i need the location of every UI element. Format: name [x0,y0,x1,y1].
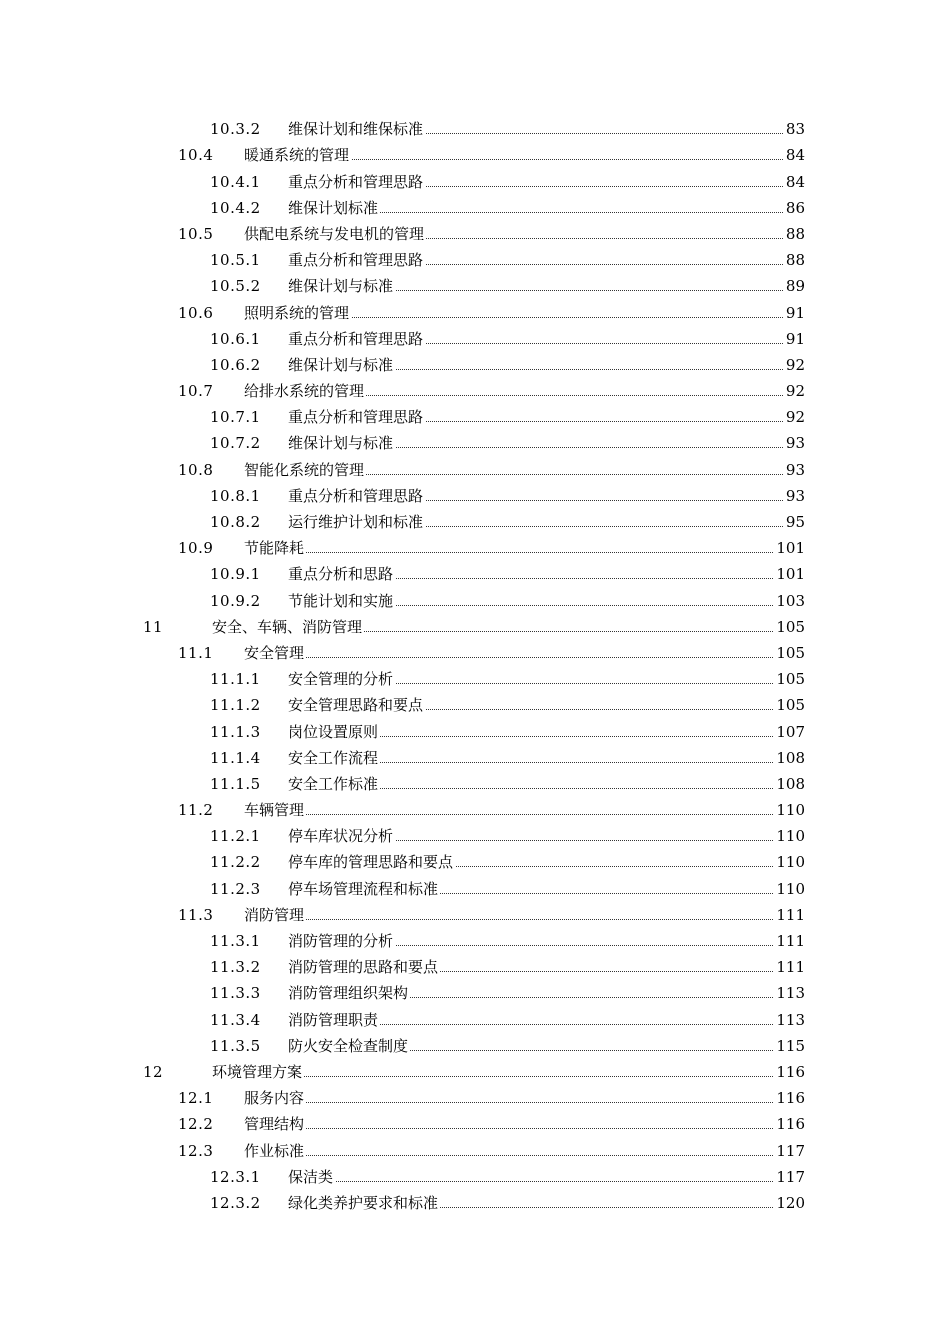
toc-entry[interactable] [0,505,950,531]
toc-entry-title[interactable]: 供配电系统与发电机的管理 [244,224,425,243]
toc-entry-page-number: 91 [785,303,805,322]
toc-entry-title[interactable]: 重点分析和管理思路 [288,172,424,191]
toc-entry[interactable] [0,1029,950,1055]
toc-entry-number: 11.2.2 [210,853,261,872]
toc-entry[interactable] [0,531,950,557]
toc-entry-page-number: 86 [785,198,805,217]
toc-entry-title[interactable]: 维保计划标准 [288,198,379,217]
toc-entry[interactable] [0,714,950,740]
toc-entry-number: 11.3.2 [210,958,261,977]
toc-entry-number: 10.6 [178,303,214,322]
toc-entry-page-number: 110 [776,801,805,820]
toc-entry[interactable] [0,479,950,505]
toc-entry[interactable] [0,1133,950,1159]
toc-entry-number: 10.6.2 [210,355,261,374]
toc-entry-number: 10.4 [178,146,214,165]
toc-entry-title[interactable]: 重点分析和思路 [288,565,394,584]
toc-entry-title[interactable]: 运行维护计划和标准 [288,513,424,531]
toc-entry-title[interactable]: 重点分析和管理思路 [288,486,424,505]
toc-entry-number: 11.1.5 [210,774,261,793]
toc-entry-page-number: 120 [776,1193,805,1212]
toc-entry-title[interactable]: 维保计划与标准 [288,355,394,374]
toc-entry-number: 12.2 [178,1115,214,1134]
toc-entry-title[interactable]: 管理结构 [244,1115,305,1134]
toc-entry[interactable] [0,662,950,688]
toc-entry-number: 12.3 [178,1141,214,1160]
toc-entry[interactable] [0,1055,950,1081]
toc-entry-number: 11.1 [178,643,214,662]
toc-entry-title[interactable]: 消防管理职责 [288,1010,379,1029]
toc-entry-page-number: 103 [776,591,805,610]
toc-entry-page-number: 93 [785,486,805,505]
toc-entry-title[interactable]: 重点分析和管理思路 [288,408,424,427]
toc-entry-page-number: 105 [776,670,805,689]
toc-entry-page-number: 93 [785,460,805,479]
toc-dot-leader [244,1102,805,1103]
toc-dot-leader [244,552,805,553]
toc-entry-page-number: 83 [785,120,805,139]
toc-entry[interactable] [0,767,950,793]
toc-entry-page-number: 84 [785,172,805,191]
toc-entry-page-number: 89 [785,277,805,296]
toc-entry-title[interactable]: 安全管理思路和要点 [288,696,424,715]
toc-entry-page-number: 108 [776,748,805,767]
toc-entry[interactable] [0,348,950,374]
toc-entry-page-number: 110 [776,853,805,872]
toc-entry-title[interactable]: 维保计划与标准 [288,434,394,453]
toc-entry[interactable] [0,871,950,897]
toc-entry-page-number: 101 [776,565,805,584]
toc-entry-title[interactable]: 服务内容 [244,1089,305,1108]
toc-entry-title[interactable]: 保洁类 [288,1167,334,1186]
toc-entry-title[interactable]: 安全管理的分析 [288,670,394,689]
toc-entry-number: 11.2.3 [210,879,261,898]
toc-entry-page-number: 91 [785,329,805,348]
toc-entry[interactable] [0,191,950,217]
toc-entry-title[interactable]: 重点分析和管理思路 [288,251,424,270]
toc-entry[interactable] [0,164,950,190]
toc-entry-title[interactable]: 停车库状况分析 [288,827,394,846]
toc-entry-number: 10.4.1 [210,172,261,191]
toc-entry-title[interactable]: 安全、车辆、消防管理 [212,617,363,636]
toc-entry-title[interactable]: 停车库的管理思路和要点 [288,853,454,872]
toc-entry[interactable] [0,322,950,348]
toc-entry-page-number: 93 [785,434,805,453]
toc-entry[interactable] [0,845,950,871]
toc-entry-page-number: 92 [785,382,805,401]
toc-entry[interactable] [0,217,950,243]
toc-entry-page-number: 116 [776,1115,805,1134]
toc-entry-page-number: 113 [776,984,805,1003]
toc-entry-number: 12.3.2 [210,1193,261,1212]
toc-entry-title[interactable]: 维保计划和维保标准 [288,120,424,139]
toc-dot-leader [244,1155,805,1156]
toc-entry-number: 11.3.3 [210,984,261,1003]
toc-entry-number: 10.3.2 [210,120,261,139]
toc-entry-number: 10.9 [178,539,214,558]
toc-entry-title[interactable]: 重点分析和管理思路 [288,329,424,348]
toc-entry[interactable] [0,138,950,164]
toc-entry[interactable] [0,688,950,714]
toc-entry-title[interactable]: 消防管理的分析 [288,932,394,950]
toc-entry[interactable] [0,374,950,400]
toc-entry-page-number: 88 [785,224,805,243]
toc-entry-title[interactable]: 消防管理 [244,905,305,924]
toc-entry-page-number: 108 [776,774,805,793]
toc-entry-title[interactable]: 照明系统的管理 [244,303,350,322]
toc-entry-number: 10.9.1 [210,565,261,584]
toc-dot-leader [244,1128,805,1129]
toc-entry[interactable] [0,924,950,950]
toc-entry-number: 12.3.1 [210,1167,261,1186]
toc-entry-title[interactable]: 岗位设置原则 [288,722,379,741]
toc-entry-number: 11.1.3 [210,722,261,741]
toc-entry-title[interactable]: 给排水系统的管理 [244,382,365,401]
table-of-contents [0,112,950,1212]
toc-entry-page-number: 92 [785,408,805,427]
toc-entry-title[interactable]: 智能化系统的管理 [244,460,365,479]
toc-entry-title[interactable]: 暖通系统的管理 [244,146,350,165]
toc-entry-number: 10.7 [178,382,214,401]
toc-entry-number: 11.2 [178,801,214,820]
toc-entry-page-number: 111 [776,905,805,924]
toc-entry-page-number: 101 [776,539,805,558]
toc-entry-title[interactable]: 绿化类养护要求和标准 [288,1193,439,1212]
toc-entry-page-number: 113 [776,1010,805,1029]
toc-entry-number: 10.9.2 [210,591,261,610]
toc-entry-number: 11.1.2 [210,696,261,715]
toc-entry-number: 12.1 [178,1089,214,1108]
toc-entry-title[interactable]: 节能计划和实施 [288,591,394,610]
toc-entry-page-number: 105 [776,617,805,636]
toc-entry-page-number: 107 [776,722,805,741]
toc-entry-number: 11.1.4 [210,748,261,767]
toc-dot-leader [244,657,805,658]
toc-entry-number: 11.1.1 [210,670,261,689]
toc-entry[interactable] [0,295,950,321]
toc-entry[interactable] [0,793,950,819]
toc-entry[interactable] [0,452,950,478]
toc-entry-number: 11 [143,617,164,636]
toc-entry-title[interactable]: 安全管理 [244,643,305,662]
toc-entry-number: 11.3 [178,905,214,924]
toc-dot-leader [288,1181,805,1182]
toc-entry-page-number: 110 [776,827,805,846]
toc-entry[interactable] [0,400,950,426]
toc-entry[interactable] [0,950,950,976]
toc-entry[interactable] [0,976,950,1002]
toc-entry-number: 11.2.1 [210,827,261,846]
toc-entry[interactable] [0,636,950,662]
toc-entry-number: 10.8.1 [210,486,261,505]
toc-entry-page-number: 115 [776,1036,805,1055]
toc-entry-number: 10.8 [178,460,214,479]
toc-entry-title[interactable]: 消防管理组织架构 [288,984,409,1003]
toc-entry-page-number: 116 [776,1089,805,1108]
toc-entry-number: 10.5 [178,224,214,243]
toc-entry-page-number: 84 [785,146,805,165]
toc-entry-title[interactable]: 消防管理的思路和要点 [288,958,439,977]
toc-entry-page-number: 117 [776,1167,805,1186]
toc-entry[interactable] [0,426,950,452]
toc-entry-page-number: 95 [785,513,805,531]
toc-entry-number: 11.3.4 [210,1010,261,1029]
toc-entry-number: 10.8.2 [210,513,261,531]
toc-entry-number: 10.6.1 [210,329,261,348]
toc-entry-page-number: 117 [776,1141,805,1160]
toc-entry-title[interactable]: 维保计划与标准 [288,277,394,296]
toc-entry[interactable] [0,1002,950,1028]
toc-entry-number: 12 [143,1062,164,1081]
toc-entry-page-number: 105 [776,643,805,662]
toc-entry-number: 10.4.2 [210,198,261,217]
toc-entry[interactable] [0,741,950,767]
toc-entry-number: 11.3.5 [210,1036,261,1055]
toc-entry[interactable] [0,1107,950,1133]
toc-entry-number: 10.5.2 [210,277,261,296]
toc-entry-page-number: 88 [785,251,805,270]
toc-entry[interactable] [0,243,950,269]
toc-entry-title[interactable]: 安全工作流程 [288,748,379,767]
toc-entry[interactable] [0,898,950,924]
toc-entry-title[interactable]: 节能降耗 [244,539,305,558]
toc-entry-number: 10.5.1 [210,251,261,270]
toc-entry-page-number: 110 [776,879,805,898]
toc-entry-page-number: 111 [776,958,805,977]
toc-entry-title[interactable]: 环境管理方案 [212,1062,303,1081]
toc-entry[interactable] [0,610,950,636]
toc-entry[interactable] [0,819,950,845]
toc-entry-page-number: 105 [776,696,805,715]
toc-entry[interactable] [0,1186,950,1212]
toc-entry[interactable] [0,557,950,583]
toc-entry-page-number: 92 [785,355,805,374]
toc-entry[interactable] [0,269,950,295]
toc-entry[interactable] [0,1160,950,1186]
toc-entry-page-number: 111 [776,932,805,950]
toc-entry-title[interactable]: 作业标准 [244,1141,305,1160]
toc-entry-title[interactable]: 车辆管理 [244,801,305,820]
toc-entry[interactable] [0,112,950,138]
toc-dot-leader [244,919,805,920]
toc-entry-number: 11.3.1 [210,932,261,950]
toc-dot-leader [244,814,805,815]
toc-entry-number: 10.7.2 [210,434,261,453]
toc-entry-title[interactable]: 安全工作标准 [288,774,379,793]
toc-entry[interactable] [0,1081,950,1107]
toc-entry-number: 10.7.1 [210,408,261,427]
toc-entry-title[interactable]: 防火安全检查制度 [288,1036,409,1055]
toc-entry-title[interactable]: 停车场管理流程和标准 [288,879,439,898]
toc-entry[interactable] [0,583,950,609]
toc-entry-page-number: 116 [776,1062,805,1081]
